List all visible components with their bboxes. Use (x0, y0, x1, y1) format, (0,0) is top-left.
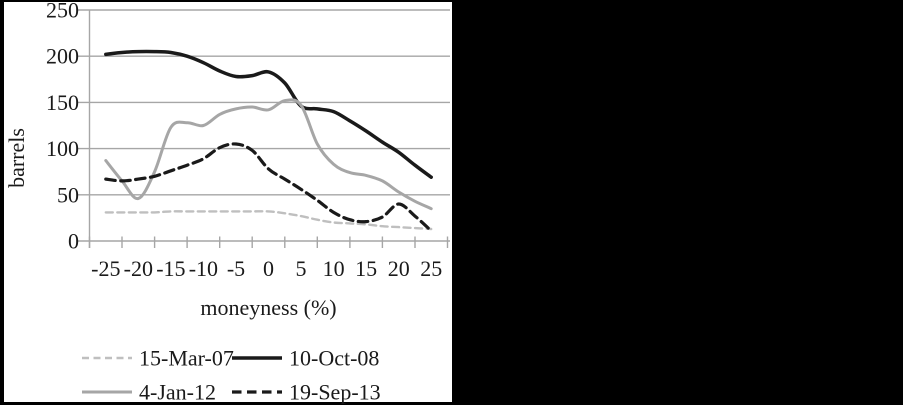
x-axis-title: moneyness (%) (200, 295, 337, 320)
legend-label-15-Mar-07: 15-Mar-07 (139, 345, 234, 371)
x-tick-label-25: 25 (420, 256, 443, 281)
y-axis-title: barrels (4, 128, 29, 188)
x-tick-labels (91, 256, 442, 281)
x-tick-label--5: -5 (226, 256, 246, 281)
x-tick-label-0: 0 (263, 256, 274, 281)
x-tick-label-15: 15 (355, 256, 378, 281)
y-tick-label-50: 50 (57, 182, 79, 208)
x-tick-label--25: -25 (91, 256, 121, 281)
x-tick-label--20: -20 (123, 256, 153, 281)
y-tick-label-100: 100 (46, 136, 79, 162)
legend-label-4-Jan-12: 4-Jan-12 (139, 379, 216, 405)
y-tick-label-150: 150 (46, 89, 79, 115)
y-tick-label-250: 250 (46, 0, 79, 23)
x-tick-label--10: -10 (188, 256, 219, 281)
x-tick-label-10: 10 (322, 256, 345, 281)
legend-label-19-Sep-13: 19-Sep-13 (289, 379, 381, 405)
y-tick-label-0: 0 (68, 228, 79, 254)
y-tick-label-200: 200 (46, 43, 79, 69)
x-tick-label-20: 20 (387, 256, 410, 281)
x-tick-label--15: -15 (156, 256, 186, 281)
legend-label-10-Oct-08: 10-Oct-08 (289, 345, 380, 371)
x-tick-label-5: 5 (295, 256, 307, 281)
